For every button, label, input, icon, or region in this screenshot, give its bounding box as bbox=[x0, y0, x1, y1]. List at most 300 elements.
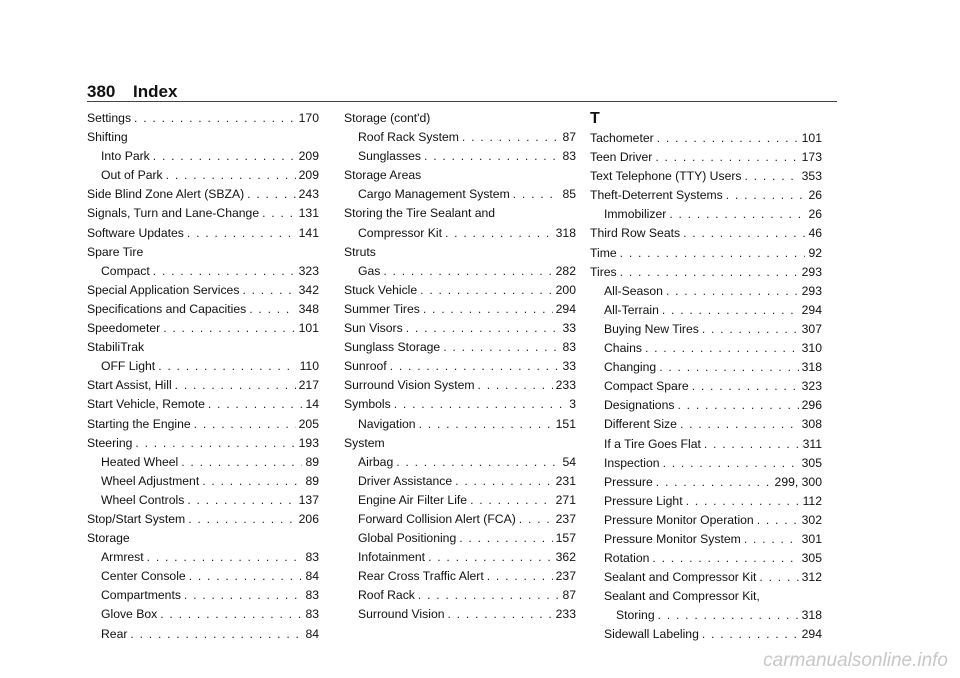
entry-term: Sunglasses bbox=[358, 149, 422, 164]
entry-page-ref: 85 bbox=[562, 187, 576, 202]
entry-term: Sidewall Labeling bbox=[604, 627, 699, 642]
entry-term: Spare Tire bbox=[87, 244, 144, 259]
index-subentry bbox=[87, 625, 319, 644]
entry-term: Tachometer bbox=[590, 131, 654, 145]
dot-leader bbox=[130, 625, 302, 644]
dot-leader bbox=[620, 244, 806, 263]
index-entry bbox=[87, 185, 319, 204]
dot-leader bbox=[153, 262, 296, 281]
entry-term: Stop/Start System bbox=[87, 511, 186, 526]
entry-term: Designations bbox=[604, 398, 675, 413]
entry-page-ref: 233 bbox=[555, 378, 576, 393]
entry-term: Sunglass Storage bbox=[344, 340, 441, 355]
entry-term: Pressure Monitor System bbox=[604, 531, 741, 546]
index-subentry bbox=[344, 224, 576, 243]
entry-page-ref: 92 bbox=[808, 245, 822, 260]
entry-page-ref: 89 bbox=[305, 473, 319, 488]
entry-term: Sunroof bbox=[344, 359, 387, 374]
index-subentry bbox=[344, 472, 576, 491]
entry-term: StabiliTrak bbox=[87, 340, 145, 355]
index-subentry bbox=[590, 358, 822, 377]
dot-leader bbox=[428, 548, 553, 567]
index-entry bbox=[87, 300, 319, 319]
index-entry bbox=[87, 204, 319, 223]
dot-leader bbox=[406, 319, 560, 338]
entry-term: Compressor Kit bbox=[358, 225, 442, 240]
entry-term: All-Season bbox=[604, 283, 663, 298]
entry-term: Navigation bbox=[358, 416, 416, 431]
entry-term: Text Telephone (TTY) Users bbox=[590, 169, 742, 184]
dot-leader bbox=[424, 147, 559, 166]
index-entry bbox=[344, 243, 576, 262]
entry-page-ref: 200 bbox=[555, 282, 576, 297]
index-subentry bbox=[344, 491, 576, 510]
dot-leader bbox=[669, 205, 805, 224]
index-entry bbox=[87, 243, 319, 262]
index-entry bbox=[87, 281, 319, 300]
index-subentry bbox=[344, 605, 576, 624]
entry-page-ref: 302 bbox=[801, 512, 822, 527]
index-subentry bbox=[590, 511, 822, 530]
dot-leader bbox=[147, 548, 303, 567]
index-subentry bbox=[344, 415, 576, 434]
entry-page-ref: 348 bbox=[298, 301, 319, 316]
index-subentry bbox=[344, 262, 576, 281]
entry-term: Storage Areas bbox=[344, 168, 422, 183]
index-entry bbox=[87, 338, 319, 357]
dot-leader bbox=[166, 166, 296, 185]
entry-page-ref: 293 bbox=[801, 283, 822, 298]
entry-term: Symbols bbox=[344, 397, 391, 412]
entry-term: Steering bbox=[87, 435, 133, 450]
entry-page-ref: 83 bbox=[305, 550, 319, 565]
entry-page-ref: 14 bbox=[305, 397, 319, 412]
dot-leader bbox=[163, 319, 295, 338]
index-subentry bbox=[590, 606, 822, 625]
index-entry bbox=[87, 529, 319, 548]
entry-term: Glove Box bbox=[101, 607, 158, 622]
entry-term: Armrest bbox=[101, 550, 144, 565]
index-entry bbox=[87, 510, 319, 529]
entry-page-ref: 299, 300 bbox=[774, 474, 822, 489]
index-entry bbox=[87, 224, 319, 243]
index-entry bbox=[344, 166, 576, 185]
dot-leader bbox=[390, 357, 560, 376]
entry-term: Sun Visors bbox=[344, 321, 403, 336]
entry-page-ref: 318 bbox=[801, 608, 822, 623]
dot-leader bbox=[418, 586, 560, 605]
entry-term: System bbox=[344, 435, 385, 450]
dot-leader bbox=[423, 300, 553, 319]
entry-page-ref: 83 bbox=[562, 340, 576, 355]
entry-term: Theft-Deterrent Systems bbox=[590, 188, 723, 203]
dot-leader bbox=[158, 357, 296, 376]
entry-term: Settings bbox=[87, 111, 132, 125]
index-subentry bbox=[87, 453, 319, 472]
entry-page-ref: 294 bbox=[801, 302, 822, 317]
entry-term: Special Application Services bbox=[87, 282, 240, 297]
index-subentry bbox=[590, 492, 822, 511]
index-section-letter: T bbox=[590, 110, 600, 127]
index-subentry bbox=[344, 586, 576, 605]
dot-leader bbox=[187, 491, 295, 510]
index-subentry bbox=[590, 301, 822, 320]
dot-leader bbox=[383, 262, 552, 281]
entry-term: Speedometer bbox=[87, 321, 161, 336]
entry-term: All-Terrain bbox=[604, 302, 659, 317]
entry-term: Summer Tires bbox=[344, 301, 420, 316]
index-subentry bbox=[344, 128, 576, 147]
entry-term: Stuck Vehicle bbox=[344, 282, 418, 297]
dot-leader bbox=[692, 377, 799, 396]
dot-leader bbox=[420, 281, 552, 300]
index-subentry bbox=[344, 548, 576, 567]
dot-leader bbox=[478, 376, 553, 395]
entry-term: Storing bbox=[616, 608, 655, 623]
entry-term: Compartments bbox=[101, 588, 181, 603]
entry-term: Cargo Management System bbox=[358, 187, 510, 202]
index-entry bbox=[87, 415, 319, 434]
entry-term: Sealant and Compressor Kit bbox=[604, 570, 757, 585]
index-entry bbox=[344, 281, 576, 300]
entry-page-ref: 342 bbox=[298, 282, 319, 297]
dot-leader bbox=[394, 395, 566, 414]
dot-leader bbox=[726, 186, 806, 205]
index-entry bbox=[344, 376, 576, 395]
index-entry bbox=[344, 319, 576, 338]
dot-leader bbox=[745, 167, 799, 186]
dot-leader bbox=[445, 224, 553, 243]
dot-leader bbox=[680, 415, 799, 434]
index-entry bbox=[590, 186, 822, 205]
entry-page-ref: 310 bbox=[801, 341, 822, 356]
entry-page-ref: 157 bbox=[555, 531, 576, 546]
dot-leader bbox=[744, 530, 799, 549]
entry-page-ref: 305 bbox=[801, 551, 822, 566]
entry-page-ref: 170 bbox=[298, 111, 319, 125]
index-entry bbox=[87, 319, 319, 338]
index-entry bbox=[87, 376, 319, 395]
index-column-3 bbox=[590, 109, 822, 645]
index-entry bbox=[590, 129, 822, 148]
index-subentry bbox=[590, 625, 822, 644]
entry-term: Start Assist, Hill bbox=[87, 378, 172, 393]
entry-term: Pressure Monitor Operation bbox=[604, 512, 754, 527]
dot-leader bbox=[662, 301, 799, 320]
dot-leader bbox=[462, 128, 560, 147]
entry-page-ref: 353 bbox=[801, 169, 822, 184]
entry-page-ref: 362 bbox=[555, 550, 576, 565]
dot-leader bbox=[153, 147, 296, 166]
index-entry bbox=[590, 244, 822, 263]
dot-leader bbox=[659, 358, 798, 377]
index-subentry bbox=[344, 453, 576, 472]
entry-term: Struts bbox=[344, 244, 376, 259]
index-subentry bbox=[590, 396, 822, 415]
dot-leader bbox=[181, 453, 302, 472]
dot-leader bbox=[187, 224, 296, 243]
entry-page-ref: 193 bbox=[298, 435, 319, 450]
index-column-2 bbox=[344, 109, 576, 625]
entry-page-ref: 209 bbox=[298, 168, 319, 183]
entry-page-ref: 26 bbox=[808, 188, 822, 203]
entry-term: Storing the Tire Sealant and bbox=[344, 206, 496, 221]
entry-term: Tires bbox=[590, 264, 617, 279]
entry-term: Teen Driver bbox=[590, 150, 653, 165]
dot-leader bbox=[677, 396, 798, 415]
index-subentry bbox=[87, 586, 319, 605]
entry-page-ref: 233 bbox=[555, 607, 576, 622]
page-title: Index bbox=[133, 82, 178, 101]
entry-page-ref: 89 bbox=[305, 454, 319, 469]
index-entry bbox=[87, 395, 319, 414]
entry-term: Side Blind Zone Alert (SBZA) bbox=[87, 187, 245, 202]
entry-page-ref: 83 bbox=[305, 607, 319, 622]
page-number: 380 bbox=[87, 82, 116, 101]
entry-page-ref: 84 bbox=[305, 569, 319, 584]
entry-page-ref: 217 bbox=[298, 378, 319, 393]
index-subentry bbox=[590, 549, 822, 568]
dot-leader bbox=[455, 472, 553, 491]
entry-term: Roof Rack bbox=[358, 588, 415, 603]
dot-leader bbox=[702, 320, 799, 339]
index-subentry bbox=[590, 415, 822, 434]
entry-term: Compact Spare bbox=[604, 379, 689, 394]
index-entry bbox=[590, 148, 822, 167]
index-subentry bbox=[590, 205, 822, 224]
entry-term: Wheel Adjustment bbox=[101, 473, 200, 488]
entry-term: If a Tire Goes Flat bbox=[604, 436, 701, 451]
entry-page-ref: 296 bbox=[801, 398, 822, 413]
index-entry bbox=[87, 109, 319, 128]
index-subentry bbox=[344, 529, 576, 548]
dot-leader bbox=[189, 567, 303, 586]
entry-page-ref: 83 bbox=[305, 588, 319, 603]
entry-term: Storage (cont'd) bbox=[344, 111, 431, 125]
entry-term: Driver Assistance bbox=[358, 473, 453, 488]
index-subentry bbox=[87, 472, 319, 491]
index-subentry bbox=[87, 548, 319, 567]
index-subentry bbox=[590, 377, 822, 396]
dot-leader bbox=[702, 625, 799, 644]
index-entry bbox=[344, 204, 576, 223]
index-entry bbox=[87, 128, 319, 147]
entry-page-ref: 205 bbox=[298, 416, 319, 431]
dot-leader bbox=[645, 339, 799, 358]
entry-term: Immobilizer bbox=[604, 207, 667, 222]
entry-page-ref: 151 bbox=[555, 416, 576, 431]
index-entry bbox=[344, 300, 576, 319]
entry-page-ref: 308 bbox=[801, 417, 822, 432]
dot-leader bbox=[419, 415, 553, 434]
index-subentry bbox=[590, 282, 822, 301]
index-subentry bbox=[344, 147, 576, 166]
entry-page-ref: 137 bbox=[298, 492, 319, 507]
entry-page-ref: 318 bbox=[801, 360, 822, 375]
entry-page-ref: 87 bbox=[562, 588, 576, 603]
entry-term: Gas bbox=[358, 263, 381, 278]
entry-page-ref: 87 bbox=[562, 130, 576, 145]
entry-term: Starting the Engine bbox=[87, 416, 191, 431]
entry-page-ref: 46 bbox=[808, 226, 822, 241]
dot-leader bbox=[262, 204, 296, 223]
dot-leader bbox=[704, 435, 800, 454]
entry-term: Out of Park bbox=[101, 168, 163, 183]
index-entry bbox=[590, 224, 822, 243]
entry-page-ref: 307 bbox=[801, 321, 822, 336]
index-subentry bbox=[344, 567, 576, 586]
entry-term: OFF Light bbox=[101, 359, 156, 374]
index-subentry bbox=[590, 339, 822, 358]
entry-term: Rear Cross Traffic Alert bbox=[358, 569, 484, 584]
entry-term: Pressure Light bbox=[604, 493, 683, 508]
entry-page-ref: 101 bbox=[298, 321, 319, 336]
dot-leader bbox=[757, 511, 799, 530]
dot-leader bbox=[443, 338, 559, 357]
entry-page-ref: 33 bbox=[562, 359, 576, 374]
entry-page-ref: 112 bbox=[802, 493, 822, 508]
dot-leader bbox=[184, 586, 303, 605]
dot-leader bbox=[175, 376, 296, 395]
entry-term: Global Positioning bbox=[358, 531, 457, 546]
entry-term: Inspection bbox=[604, 455, 660, 470]
entry-page-ref: 84 bbox=[305, 626, 319, 641]
dot-leader bbox=[134, 109, 296, 128]
index-subentry bbox=[590, 530, 822, 549]
dot-leader bbox=[759, 568, 798, 587]
entry-page-ref: 173 bbox=[801, 150, 822, 165]
dot-leader bbox=[655, 148, 798, 167]
entry-page-ref: 323 bbox=[298, 263, 319, 278]
dot-leader bbox=[666, 282, 799, 301]
index-subentry bbox=[344, 510, 576, 529]
dot-leader bbox=[188, 510, 295, 529]
entry-term: Different Size bbox=[604, 417, 677, 432]
entry-term: Signals, Turn and Lane-Change bbox=[87, 206, 260, 221]
dot-leader bbox=[396, 453, 559, 472]
index-entry bbox=[344, 338, 576, 357]
entry-page-ref: 311 bbox=[802, 436, 822, 451]
index-subentry bbox=[590, 320, 822, 339]
entry-page-ref: 237 bbox=[555, 511, 576, 526]
dot-leader bbox=[135, 434, 295, 453]
dot-leader bbox=[513, 185, 560, 204]
entry-term: Storage bbox=[87, 531, 130, 546]
index-entry bbox=[87, 434, 319, 453]
entry-page-ref: 26 bbox=[808, 207, 822, 222]
dot-leader bbox=[242, 281, 295, 300]
entry-page-ref: 318 bbox=[555, 225, 576, 240]
entry-term: Changing bbox=[604, 360, 657, 375]
entry-term: Surround Vision System bbox=[344, 378, 475, 393]
dot-leader bbox=[620, 263, 799, 282]
entry-page-ref: 110 bbox=[299, 359, 319, 374]
index-subentry bbox=[590, 568, 822, 587]
dot-leader bbox=[663, 454, 799, 473]
entry-page-ref: 305 bbox=[801, 455, 822, 470]
index-subentry bbox=[87, 605, 319, 624]
entry-page-ref: 243 bbox=[298, 187, 319, 202]
index-entry bbox=[344, 434, 576, 453]
entry-page-ref: 294 bbox=[555, 301, 576, 316]
dot-leader bbox=[194, 415, 296, 434]
entry-term: Pressure bbox=[604, 474, 653, 489]
entry-page-ref: 209 bbox=[298, 149, 319, 164]
dot-leader bbox=[519, 510, 553, 529]
dot-leader bbox=[160, 605, 302, 624]
dot-leader bbox=[249, 300, 295, 319]
entry-page-ref: 131 bbox=[298, 206, 319, 221]
entry-term: Rotation bbox=[604, 551, 650, 566]
entry-page-ref: 33 bbox=[562, 321, 576, 336]
index-subentry bbox=[87, 357, 319, 376]
index-entry bbox=[344, 109, 576, 128]
entry-page-ref: 231 bbox=[555, 473, 576, 488]
entry-page-ref: 271 bbox=[555, 492, 576, 507]
entry-term: Buying New Tires bbox=[604, 321, 699, 336]
dot-leader bbox=[487, 567, 553, 586]
entry-term: Rear bbox=[101, 626, 128, 641]
entry-term: Forward Collision Alert (FCA) bbox=[358, 511, 516, 526]
entry-page-ref: 206 bbox=[298, 511, 319, 526]
entry-term: Chains bbox=[604, 341, 642, 356]
index-subentry bbox=[344, 185, 576, 204]
dot-leader bbox=[686, 492, 800, 511]
entry-term: Third Row Seats bbox=[590, 226, 681, 241]
entry-term: Software Updates bbox=[87, 225, 184, 240]
dot-leader bbox=[448, 605, 553, 624]
entry-term: Specifications and Capacities bbox=[87, 301, 247, 316]
dot-leader bbox=[247, 185, 296, 204]
dot-leader bbox=[683, 224, 805, 243]
entry-page-ref: 237 bbox=[555, 569, 576, 584]
entry-term: Wheel Controls bbox=[101, 492, 185, 507]
index-entry bbox=[344, 395, 576, 414]
dot-leader bbox=[470, 491, 553, 510]
entry-term: Time bbox=[590, 245, 617, 260]
entry-term: Roof Rack System bbox=[358, 130, 459, 145]
index-subentry bbox=[590, 587, 822, 606]
index-subentry bbox=[590, 473, 822, 492]
header-rule bbox=[87, 101, 837, 102]
entry-term: Compact bbox=[101, 263, 150, 278]
index-entry bbox=[590, 167, 822, 186]
entry-term: Sealant and Compressor Kit, bbox=[604, 589, 760, 604]
index-subentry bbox=[87, 262, 319, 281]
watermark: carmanualsonline.info bbox=[763, 650, 948, 671]
dot-leader bbox=[656, 473, 772, 492]
index-subentry bbox=[590, 454, 822, 473]
index-column-1 bbox=[87, 109, 319, 644]
entry-term: Center Console bbox=[101, 569, 186, 584]
index-entry bbox=[590, 263, 822, 282]
dot-leader bbox=[208, 395, 303, 414]
dot-leader bbox=[658, 606, 799, 625]
entry-page-ref: 3 bbox=[569, 397, 576, 412]
entry-page-ref: 301 bbox=[801, 531, 822, 546]
entry-page-ref: 83 bbox=[562, 149, 576, 164]
entry-term: Start Vehicle, Remote bbox=[87, 397, 205, 412]
index-subentry bbox=[87, 166, 319, 185]
entry-term: Shifting bbox=[87, 130, 128, 145]
dot-leader bbox=[459, 529, 552, 548]
entry-term: Engine Air Filter Life bbox=[358, 492, 468, 507]
index-subentry bbox=[87, 567, 319, 586]
index-subentry bbox=[590, 435, 822, 454]
entry-page-ref: 294 bbox=[801, 627, 822, 642]
entry-page-ref: 293 bbox=[801, 264, 822, 279]
entry-term: Heated Wheel bbox=[101, 454, 179, 469]
